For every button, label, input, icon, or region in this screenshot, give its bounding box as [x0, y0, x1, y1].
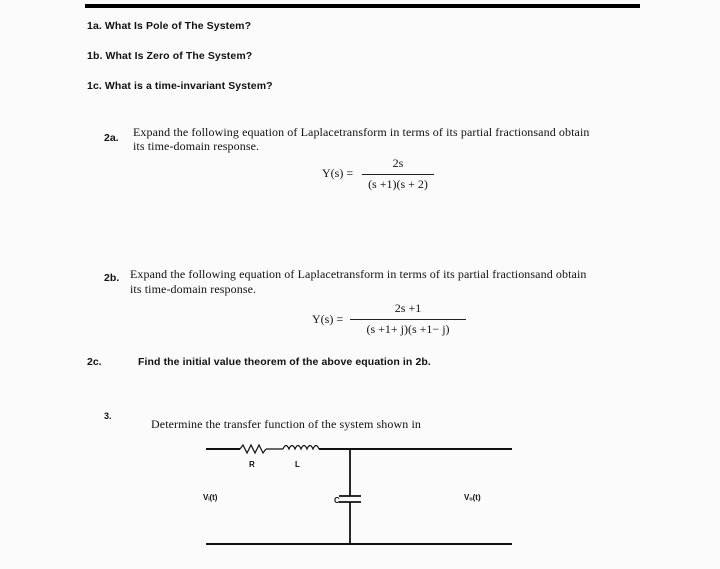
question-1b: 1b. What Is Zero of The System? [87, 50, 253, 62]
capacitor-label: C [334, 496, 340, 505]
resistor-label: R [249, 460, 255, 469]
question-2a-line1: Expand the following equation of Laplacetransform in terms of its partial fractionsand obtain [133, 125, 590, 139]
equation-2a-lhs: Y(s) = [322, 166, 354, 180]
question-2a-number: 2a. [104, 132, 119, 144]
resistor-symbol [240, 445, 266, 453]
question-2c-text: Find the initial value theorem of the above equation in 2b. [138, 356, 431, 368]
equation-2a-denominator: (s +1)(s + 2) [368, 177, 428, 191]
question-2b-line1: Expand the following equation of Laplacetransform in terms of its partial fractionsand obtain [130, 267, 587, 281]
equation-2a-numerator: 2s [392, 156, 404, 170]
inductor-label: L [295, 460, 300, 469]
input-voltage-label: Vᵢ(t) [203, 493, 218, 502]
output-voltage-label: Vₒ(t) [464, 493, 481, 502]
question-2b-line2: its time-domain response. [130, 282, 257, 296]
equation-2b-denominator: (s +1+ j)(s +1− j) [366, 322, 450, 336]
question-3-text: Determine the transfer function of the system shown in [151, 417, 421, 431]
question-2a-line2: its time-domain response. [133, 139, 260, 153]
equation-2b-lhs: Y(s) = [312, 312, 344, 326]
question-3-number: 3. [104, 411, 112, 421]
question-1c: 1c. What is a time-invariant System? [87, 80, 273, 92]
question-1a: 1a. What Is Pole of The System? [87, 20, 252, 32]
equation-2b-numerator: 2s +1 [394, 301, 422, 315]
question-2b-number: 2b. [104, 272, 120, 284]
question-2c-number: 2c. [87, 356, 102, 368]
inductor-symbol [283, 446, 319, 450]
